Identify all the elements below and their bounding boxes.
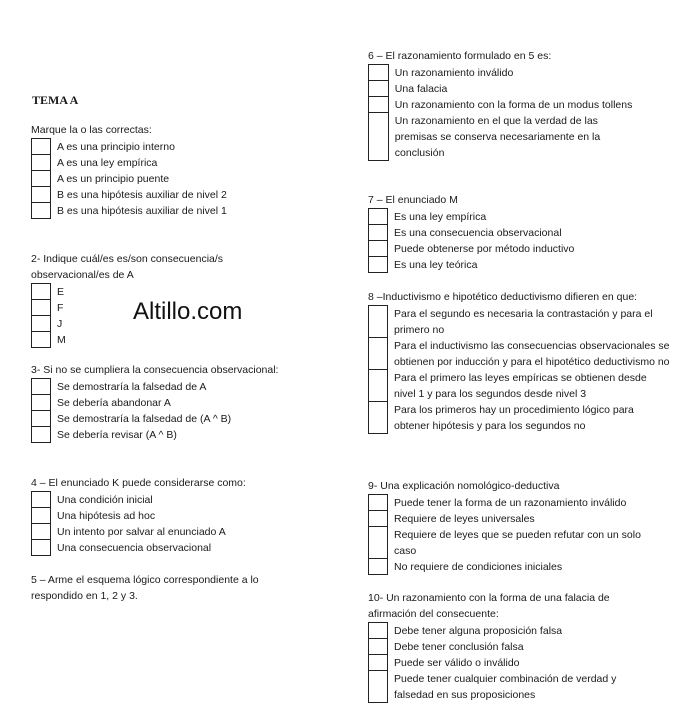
exam-title: TEMA A bbox=[32, 93, 79, 107]
option-row[interactable] bbox=[32, 508, 227, 524]
checkbox[interactable] bbox=[32, 427, 51, 443]
question-title: 7 – El enunciado M bbox=[368, 194, 458, 206]
checkbox[interactable] bbox=[369, 527, 388, 559]
checkbox[interactable] bbox=[369, 97, 389, 113]
option-label: Debe tener conclusión falsa bbox=[394, 640, 524, 653]
option-label: Puede ser válido o inválido bbox=[394, 656, 520, 669]
question-4 bbox=[31, 475, 321, 556]
option-row[interactable] bbox=[32, 411, 232, 427]
option-label: F bbox=[57, 301, 64, 314]
checkbox[interactable] bbox=[32, 540, 51, 556]
question-1 bbox=[31, 122, 291, 219]
checkbox[interactable] bbox=[369, 671, 388, 703]
checkbox[interactable] bbox=[369, 495, 388, 511]
options-list bbox=[368, 305, 671, 434]
option-row[interactable] bbox=[369, 225, 575, 241]
option-label: Requiere de leyes que se pueden refutar con un solo caso bbox=[394, 528, 641, 557]
option-label: Un razonamiento inválido bbox=[394, 66, 514, 79]
option-row[interactable] bbox=[32, 155, 228, 171]
option-label: Requiere de leyes universales bbox=[394, 512, 535, 525]
checkbox[interactable] bbox=[32, 300, 51, 316]
option-label: Se demostraría la falsedad de (A ^ B) bbox=[57, 412, 232, 425]
options-list bbox=[31, 378, 232, 443]
checkbox[interactable] bbox=[32, 492, 51, 508]
question-9 bbox=[368, 478, 668, 575]
options-list bbox=[368, 494, 657, 575]
checkbox[interactable] bbox=[32, 411, 51, 427]
checkbox[interactable] bbox=[32, 155, 51, 171]
question-10 bbox=[368, 590, 668, 703]
option-row[interactable] bbox=[32, 332, 66, 348]
question-8 bbox=[368, 289, 678, 434]
option-label: Debe tener alguna proposición falsa bbox=[394, 624, 563, 637]
checkbox[interactable] bbox=[369, 639, 388, 655]
checkbox[interactable] bbox=[32, 139, 51, 155]
option-label: Se debería revisar (A ^ B) bbox=[57, 428, 177, 441]
checkbox[interactable] bbox=[32, 284, 51, 300]
option-label: Una falacia bbox=[394, 82, 448, 95]
checkbox[interactable] bbox=[32, 316, 51, 332]
option-row[interactable] bbox=[369, 306, 671, 338]
question-3 bbox=[31, 362, 321, 443]
checkbox[interactable] bbox=[369, 655, 388, 671]
option-row[interactable] bbox=[32, 171, 228, 187]
option-label: A es un principio puente bbox=[57, 172, 170, 185]
option-row[interactable] bbox=[32, 427, 232, 443]
options-list bbox=[368, 64, 638, 161]
checkbox[interactable] bbox=[369, 241, 388, 257]
option-row[interactable] bbox=[369, 623, 657, 639]
option-label: Un razonamiento con la forma de un modus tollens bbox=[394, 98, 633, 111]
checkbox[interactable] bbox=[369, 65, 389, 81]
options-list bbox=[31, 283, 66, 348]
option-row[interactable] bbox=[32, 492, 227, 508]
option-label: J bbox=[57, 317, 63, 330]
option-row[interactable] bbox=[32, 139, 228, 155]
question-title: 3- Si no se cumpliera la consecuencia observacional: bbox=[31, 364, 279, 376]
option-row[interactable] bbox=[369, 81, 638, 97]
options-list bbox=[368, 622, 657, 703]
checkbox[interactable] bbox=[32, 508, 51, 524]
option-row[interactable] bbox=[369, 655, 657, 671]
option-row[interactable] bbox=[369, 559, 657, 575]
option-label: Una consecuencia observacional bbox=[57, 541, 212, 554]
option-row[interactable] bbox=[32, 203, 228, 219]
option-label: B es una hipótesis auxiliar de nivel 1 bbox=[57, 204, 227, 217]
question-7 bbox=[368, 192, 648, 273]
option-row[interactable] bbox=[32, 300, 66, 316]
option-label: Puede tener la forma de un razonamiento inválido bbox=[394, 496, 627, 509]
options-list bbox=[368, 208, 575, 273]
option-label: E bbox=[57, 285, 65, 298]
option-row[interactable] bbox=[369, 495, 657, 511]
checkbox[interactable] bbox=[369, 402, 388, 434]
options-list bbox=[31, 491, 227, 556]
checkbox[interactable] bbox=[369, 338, 388, 370]
question-6 bbox=[368, 48, 648, 161]
option-label: Se debería abandonar A bbox=[57, 396, 171, 409]
option-label: Puede tener cualquier combinación de verdad y falsedad en sus proposiciones bbox=[394, 672, 617, 701]
question-5 bbox=[31, 572, 293, 604]
checkbox[interactable] bbox=[369, 209, 388, 225]
option-row[interactable] bbox=[369, 527, 657, 559]
option-label: Para el primero las leyes empíricas se obtienen desde nivel 1 y para los segundos desde nivel 3 bbox=[394, 371, 647, 400]
question-title: 9- Una explicación nomológico-deductiva bbox=[368, 480, 560, 492]
option-row[interactable] bbox=[369, 402, 671, 434]
option-label: A es una ley empírica bbox=[57, 156, 158, 169]
checkbox[interactable] bbox=[369, 113, 389, 161]
options-list bbox=[31, 138, 228, 219]
option-row[interactable] bbox=[369, 257, 575, 273]
option-row[interactable] bbox=[32, 316, 66, 332]
checkbox[interactable] bbox=[369, 623, 388, 639]
question-title: 4 – El enunciado K puede considerarse como: bbox=[31, 477, 246, 489]
checkbox[interactable] bbox=[369, 257, 388, 273]
question-title: 6 – El razonamiento formulado en 5 es: bbox=[368, 50, 552, 62]
option-label: B es una hipótesis auxiliar de nivel 2 bbox=[57, 188, 227, 201]
option-label: Puede obtenerse por método inductivo bbox=[394, 242, 575, 255]
checkbox[interactable] bbox=[369, 559, 388, 575]
checkbox[interactable] bbox=[32, 379, 51, 395]
checkbox[interactable] bbox=[32, 171, 51, 187]
option-row[interactable] bbox=[32, 284, 66, 300]
checkbox[interactable] bbox=[369, 81, 389, 97]
option-row[interactable] bbox=[369, 671, 657, 703]
option-row[interactable] bbox=[369, 639, 657, 655]
option-label: Es una ley empírica bbox=[394, 210, 487, 223]
checkbox[interactable] bbox=[369, 511, 388, 527]
checkbox[interactable] bbox=[369, 306, 388, 338]
option-label: Una hipótesis ad hoc bbox=[57, 509, 156, 522]
option-label: Para el inductivismo las consecuencias observacionales se obtienen por inducción y para el hipotético deductivismo no bbox=[394, 339, 670, 368]
option-label: M bbox=[57, 333, 66, 346]
option-label: Para los primeros hay un procedimiento lógico para obtener hipótesis y para los segundos no bbox=[394, 403, 634, 432]
checkbox[interactable] bbox=[32, 332, 51, 348]
option-label: No requiere de condiciones iniciales bbox=[394, 560, 563, 573]
question-title: 2- Indique cuál/es es/son consecuencia/s observacional/es de A bbox=[31, 253, 224, 281]
checkbox[interactable] bbox=[32, 395, 51, 411]
option-row[interactable] bbox=[369, 209, 575, 225]
option-row[interactable] bbox=[32, 395, 232, 411]
question-title: Marque la o las correctas: bbox=[31, 124, 152, 136]
option-row[interactable] bbox=[32, 540, 227, 556]
option-row[interactable] bbox=[32, 379, 232, 395]
question-title: 10- Un razonamiento con la forma de una falacia de afirmación del consecuente: bbox=[368, 592, 610, 620]
watermark-text: Altillo.com bbox=[133, 298, 243, 325]
question-title: 8 –Inductivismo e hipotético deductivismo difieren en que: bbox=[368, 291, 638, 303]
option-row[interactable] bbox=[369, 97, 638, 113]
option-label: Para el segundo es necesaria la contrastación y para el primero no bbox=[394, 307, 653, 336]
option-row[interactable] bbox=[369, 370, 671, 402]
option-label: Es una ley teórica bbox=[394, 258, 478, 271]
question-title: 5 – Arme el esquema lógico correspondiente a lo respondido en 1, 2 y 3. bbox=[31, 574, 259, 602]
checkbox[interactable] bbox=[32, 524, 51, 540]
checkbox[interactable] bbox=[32, 203, 51, 219]
option-label: A es una principio interno bbox=[57, 140, 175, 153]
checkbox[interactable] bbox=[369, 225, 388, 241]
option-label: Un razonamiento en el que la verdad de las premisas se conserva necesariamente en la conclusión bbox=[394, 114, 601, 159]
option-row[interactable] bbox=[369, 338, 671, 370]
option-row[interactable] bbox=[369, 511, 657, 527]
checkbox[interactable] bbox=[369, 370, 388, 402]
option-label: Una condición inicial bbox=[57, 493, 153, 506]
option-label: Es una consecuencia observacional bbox=[394, 226, 562, 239]
option-row[interactable] bbox=[369, 241, 575, 257]
option-label: Un intento por salvar al enunciado A bbox=[57, 525, 226, 538]
option-row[interactable] bbox=[32, 524, 227, 540]
option-label: Se demostraría la falsedad de A bbox=[57, 380, 207, 393]
option-row[interactable] bbox=[369, 113, 638, 161]
option-row[interactable] bbox=[32, 187, 228, 203]
checkbox[interactable] bbox=[32, 187, 51, 203]
option-row[interactable] bbox=[369, 65, 638, 81]
